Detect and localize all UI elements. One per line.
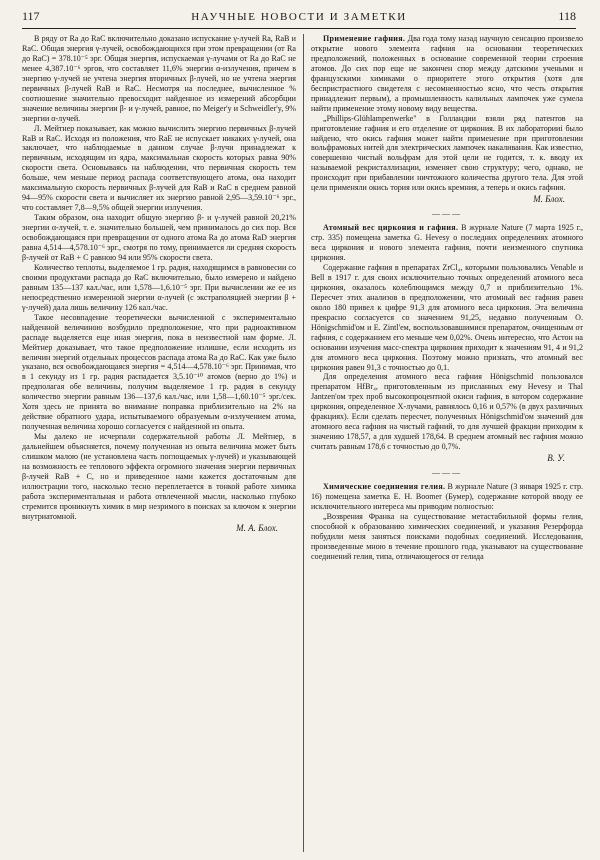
paragraph: Л. Мейтнер показывает, как можно вычислить энергию первичных β-лучей RaB и RaC. Исходя из положения, что RaE не испускает никаких γ-лучей, она заключает, что наблюдаемые в данном случае β-лучи принадлежат к первичным, исходящим из ядра, максимальная скорость которых равна 90% скорости света. Основываясь на наблюдении, что первичная скорость тем больше, чем меньше период распада соответствующего атома, она находит максимальную скорость первичных β-лучей для RaB и RaC в среднем равной 94—95% скорости света и вычисляет их энергию равной 2,95—3,59.10⁻⁶ эрг., что составляет 7,8—9,5% общей энергии излучения. (22, 123, 296, 213)
article-title: Атомный вес циркония и гафния. (323, 223, 459, 233)
page-header (22, 9, 576, 25)
article-helium-compounds (311, 482, 583, 512)
paragraph: „Phillips-Glühlampenwerke" в Голландии взяли ряд патентов на приготовление гафния и его отделение от циркония. В их лабораторииі было найдено, что окись гафния может найти применение при приготовлении вольфрамовых нитей для электрических лампочек накаливания. Как известно, совершенно чистый вольфрам для этой цели не годится, т. к. вводу их называемой рекристаллизации, изменяет свою структуру; чего, однако, не происходит при прибавлении ничтожного количества другого тела. Для этой цели применяли окись тория или окись кремния, а теперь и окись гафния. (311, 113, 583, 193)
running-title: НАУЧНЫЕ НОВОСТИ И ЗАМЕТКИ (191, 11, 407, 23)
paragraph-text: Два года тому назад научную сенсацию произвело открытие нового элемента гафния на основании теоретических предположений, положенных в основание современной теории строения атомов. До сих пор еще не закончен спор между датскими учеными и французскими химиками о приоритете этого открытия (хотя для беспристрастного свидетеля с несомненностью ясно, что честь открытия принадлежит первым), а промышленность калильных лампочек уже сумела найти применение этому новому виду вещества. (311, 34, 583, 113)
article-title: Применение гафния. (323, 34, 406, 43)
article-hafnium-use (311, 34, 583, 114)
paragraph: Таким образом, она находит общую энергию β- и γ-лучей равной 20,21% энергии α-лучей, т. е. значительно большей, чем принималось до сих пор. Вся освобождающаяся при превращении от одного атома Ra до атома RaD энергия равна 4,514—4,578.10⁻⁶ эрг., смотря по тому, принимается ли средняя скорость β-лучей от RaB + C равною 94 или 95% скорости света. (22, 213, 296, 262)
paragraph: Для определения атомного веса гафния Hönigschmid пользовался препаратом HfBr₄, приготовленным из присланных ему Hevesy и Thal Jantzen'ом трех проб высокопроцентной окиси гафния, в котором содержание циркония, определенное X-лучами, равнялось 0,16 и 0,57% (в двух различных фракциях). Если сделать пересчет, полученных Hönigschmid'ом значений для атомного веса гафния на чистый гафний, то для лучшей фракции приходим к значению 178,57, а для худшей 178,64. В среднем атомный вес гафния можно считать равным 178,6 с точностью до 0,7%. (311, 372, 583, 452)
left-column (22, 34, 296, 852)
page-number-left: 117 (22, 9, 40, 23)
author-signature: М. Блох. (533, 194, 565, 205)
paragraph: Количество теплоты, выделяемое 1 гр. радия, находящимся в равновесии со своими продуктами распада до RaC включительно, было измерено и найдено равным 135—137 кал./час, или 1,578—1,6.10⁻⁵ эрг. При вычислении же ее из непосредственно измеренной энергии α-лучей (с экстраполяцией энергии β + γ-лучей) дала лишь величину 126 кал./час. (22, 262, 296, 312)
paragraph-text: В журнале Nature (3 января 1925 г. стр. 16) помещена заметка E. H. Boomer (Бумер), содержание которой вводу ее исключительного интереса мы приводим полностью: (311, 481, 583, 511)
article-separator: ——— (432, 468, 462, 478)
article-title: Химические соединения гелия. (323, 481, 446, 491)
paragraph: „Возврения Франка на существование метастабильной формы гелия, способной к образованию химических соединений, и указания Резерфорда побудили меня заняться поисками подобных соединений. Исследования, произведенные мною в течение прошлого года, указывают на существование соединений гелия, типа, отличающегося от гелида (311, 511, 583, 561)
author-signature: М. А. Блох. (236, 522, 278, 533)
page-number-right: 118 (558, 9, 576, 23)
author-signature: В. У. (547, 453, 565, 464)
paragraph: Мы далеко не исчерпали содержательной работы Л. Мейтнер, в дальнейшем объясняется, почему полученная из опыта величина может быть слишком малою (не установлена часть поглощаемых γ-лучей) и указывающей на возможность ее теплового эффекта огромного значения энергии первичных β-лучей RaB + C, но и приведенное нами кажется достаточным для иллюстрации того, насколько тесно переплетается в тонкой работе химика работа экспериментальная и работа отвлеченной мысли, насколько глубоко стремится проникнуть химик в мир незримого в поисках за ключом к энергии внутриатомной. (22, 432, 296, 521)
article-separator: ——— (432, 209, 462, 219)
header-rule (22, 28, 576, 29)
right-column (311, 34, 583, 852)
paragraph: В ряду от Ra до RaC включительно доказано испускание γ-лучей Ra, RaB и RaC. Общая энергия γ-лучей, освобождающихся при этом превращении (от Ra до RaC) = 378.10⁻⁵ эрг. Общая энергия, испускаемая γ-лучами от Ra до RaC не менее 4,387.10⁻⁶ эргов, что составляет 11,6% энергии α-излучения, причем в энергию γ-лучей не учтена энергия вторичных β-лучей, но не учтена энергия первичных β-лучей RaB и RaC. Несмотря на последнее, вычисленное % соотношение значительно превосходит найденное из измерений абсорбции значение величины энергии β- и γ-лучей, равное, по Meiger'y и Schweidler'y, 9% энергии α-лучей. (22, 34, 296, 123)
paragraph-text: В журнале Nature (7 марта 1925 г., стр. 335) помещена заметка G. Hevesy о последних определениях атомного веса циркония и нового элемента гафния, почти неизменного спутника циркония. (311, 223, 583, 263)
paragraph: Такое несовпадение теоретически вычисленной с экспериментально найденной величиною возбудило предположение, что при радиоактивном распаде выделяется еще иная энергия, пока в неизвестной нам форме. Л. Мейтнер доказывает, что такое предположение излишне, если исходить из величин энергий отдельных процессов распада атома Ra до RaC. Как уже было указано, вся освобождающаяся энергия = 4,514—4,578.10⁻⁶ эрг. Принимая, что в 1 секунду из 1 гр. радия распадается 3,5.10⁻¹⁰ атомов (верно до 1%) и предполагая обе величины, получим выделяемое 1 гр. радия в секунду количество энергии равным 136—137,6 кал./час, или 1,58—1,60.10⁻⁵ эрг./сек. Хотя здесь не принята во внимание поправка приблизительно на 2% на действие обратного удара, испытываемого образуемым α-излучением атома, полученная величина хорошо согласуется с найденной из опыта. (22, 312, 296, 432)
column-divider (303, 34, 304, 852)
article-atomic-weight (311, 223, 583, 263)
paragraph: Содержание гафния в препаратах ZrCl₄, которыми пользовались Venable и Bell в 1917 г. для своих исключительно точных определений атомного веса циркония, оказалось колеблющимся между 0,7 и приблизительно 1%. Пересчет этих анализов в предположении, что атомный вес гафния равен около 180 привел к цифре 91,3 для атомного веса циркония. Эта величина прекрасно согласуется со значением 91,25, недавно полученным О. Hönigschmid'ом и E. Zintl'ем, воспользовавшимися препаратом, очищенным от гафния, с содержанием его меньше чем 0,02%. Очень интересно, что Астон на основании изучения масс-спектра циркония приходит к значениям 91, 4 и 91,2 для атомного веса циркония. Поэтому можно признать, что атомный вес циркония равен 91,3 с точностью до 0,1. (311, 262, 583, 372)
